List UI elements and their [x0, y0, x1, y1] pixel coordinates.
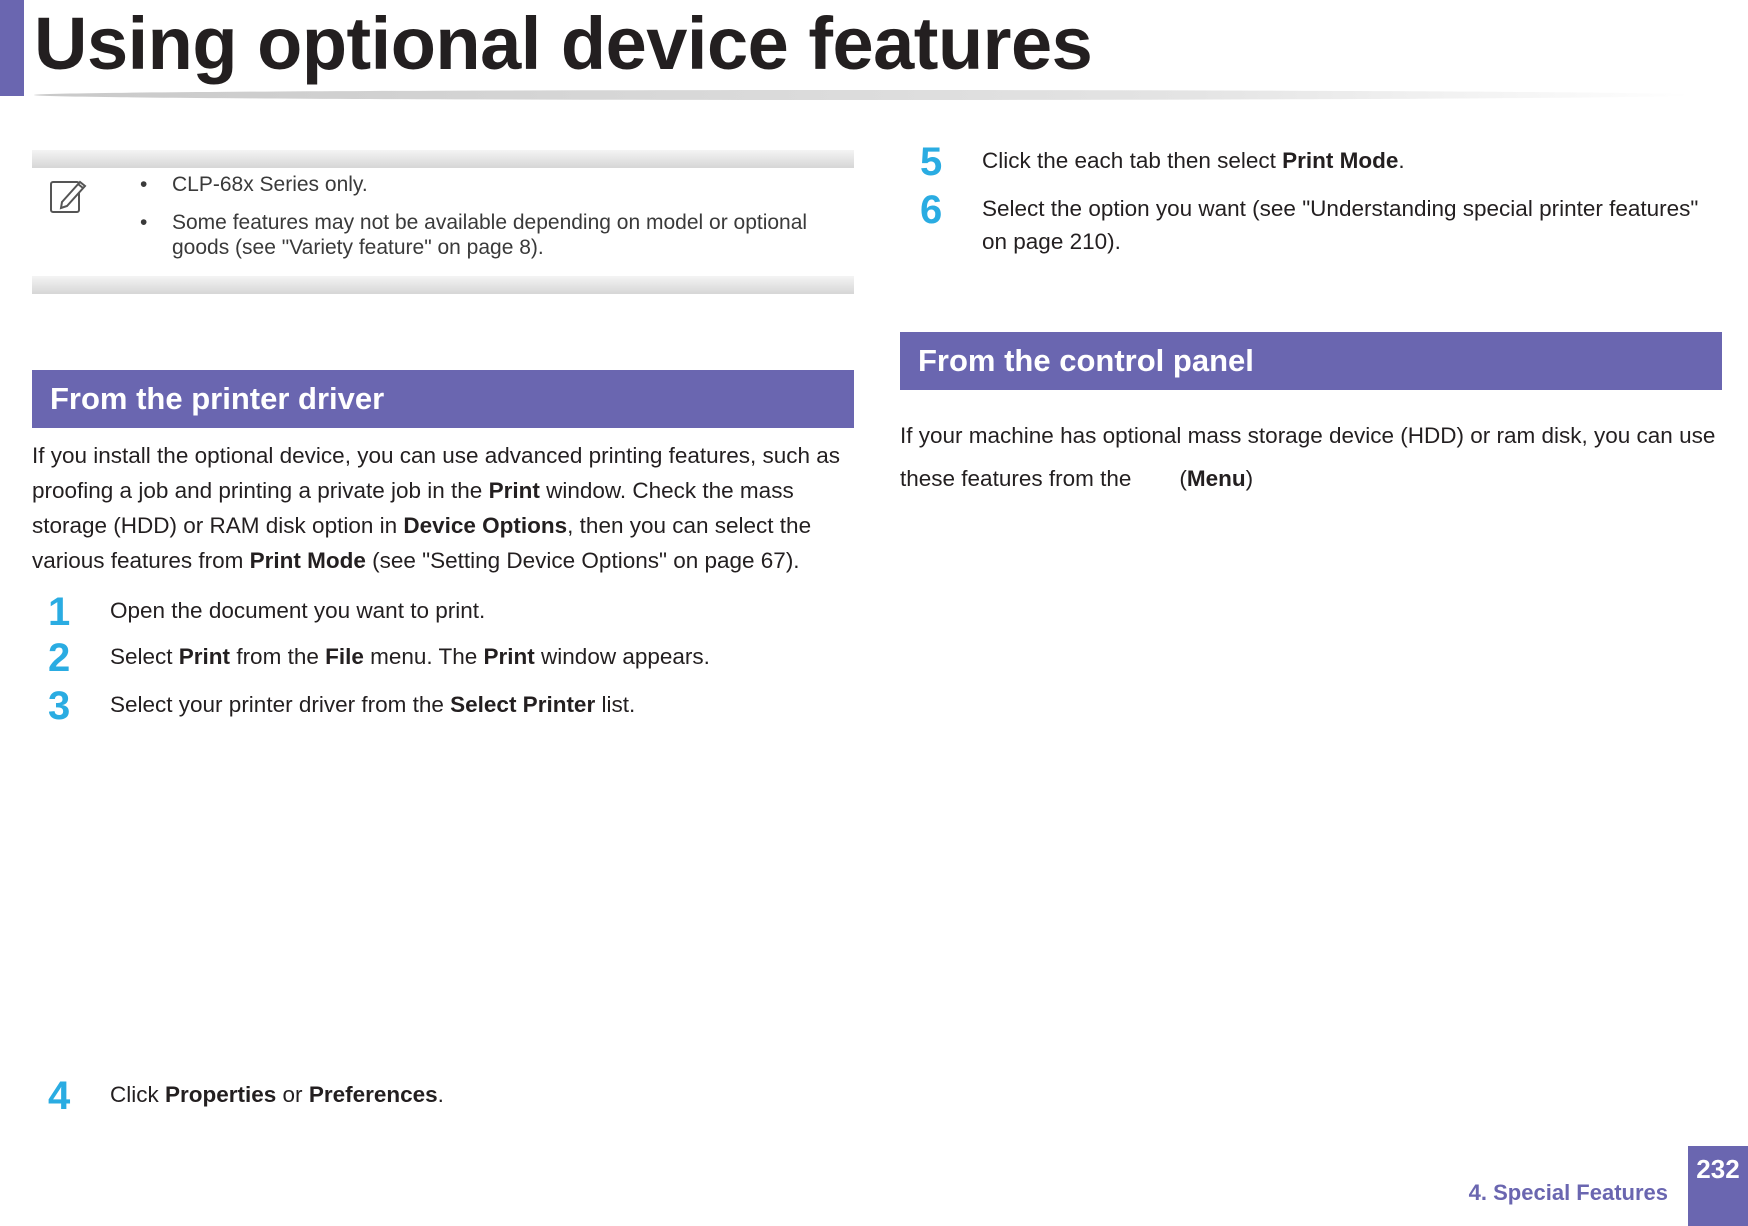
- step-bold: Properties: [165, 1082, 277, 1107]
- step-text: [982, 192, 1698, 258]
- control-panel-line: If your machine has optional mass storage device (HDD) or ram disk, you can use: [900, 423, 1716, 448]
- step-bold: File: [325, 644, 364, 669]
- step-text-part: .: [1398, 148, 1405, 173]
- intro-text: If you install the optional device, you can use advanced printing features, such as proofing a job and printing a private job in the: [32, 443, 841, 503]
- note-bottom-bar: [32, 276, 854, 294]
- step-text: [110, 1078, 444, 1111]
- control-panel-text-part: ): [1245, 466, 1254, 491]
- note-item: • CLP-68x Series only.: [122, 172, 852, 197]
- control-panel-text: [900, 418, 1730, 496]
- step-text-part: Open the document you want to print.: [110, 598, 486, 623]
- title-rule: [34, 90, 1694, 100]
- intro-bold-device-options: Device Options: [403, 513, 568, 538]
- step-bold: Preferences: [308, 1082, 438, 1107]
- step-text-part: Click the each tab then select: [982, 148, 1283, 173]
- title-accent-bar: [0, 0, 24, 96]
- control-panel-bold-menu: Menu: [1186, 466, 1246, 491]
- page-title: Using optional device features: [34, 2, 1093, 85]
- step-number: 4: [48, 1074, 71, 1118]
- step-text-part: Select: [110, 644, 179, 669]
- section-heading-printer-driver: From the printer driver: [32, 370, 854, 428]
- intro-bold-print: Print: [488, 478, 540, 503]
- footer-chapter-label: 4. Special Features: [1468, 1180, 1668, 1205]
- step-text-part: menu. The: [363, 644, 484, 669]
- step-text-line: on page 210).: [982, 229, 1121, 254]
- intro-bold-print-mode: Print Mode: [249, 548, 366, 573]
- step-text-part: window appears.: [534, 644, 710, 669]
- step-text-line: Select the option you want (see "Understanding special printer features": [982, 196, 1699, 221]
- intro-text: , then you can select the various features from: [32, 513, 812, 573]
- step-text-part: .: [437, 1082, 444, 1107]
- note-list: [122, 172, 852, 273]
- printer-driver-intro: [32, 438, 854, 578]
- step-number: 3: [48, 684, 71, 728]
- step-text-part: or: [276, 1082, 309, 1107]
- control-panel-text-part: these features from the: [900, 466, 1132, 491]
- page-number: 232: [1688, 1146, 1748, 1226]
- control-panel-line: [900, 461, 1730, 496]
- step-text: [982, 144, 1405, 177]
- step-bold: Print: [483, 644, 535, 669]
- step-number: 6: [920, 188, 943, 232]
- step-text: [110, 688, 635, 721]
- control-panel-text-part: (: [1179, 466, 1187, 491]
- note-box: [32, 150, 854, 294]
- section-heading-control-panel: From the control panel: [900, 332, 1722, 390]
- note-top-bar: [32, 150, 854, 168]
- note-item: • Some features may not be available depending on model or optional goods (see "Variety feature" on page 8).: [122, 210, 852, 260]
- step-bold: Print Mode: [1282, 148, 1399, 173]
- step-text-part: Click: [110, 1082, 165, 1107]
- step-number: 2: [48, 636, 71, 680]
- note-pencil-icon: [48, 176, 88, 216]
- step-bold: Select Printer: [450, 692, 596, 717]
- step-number: 1: [48, 590, 71, 634]
- step-text-part: from the: [230, 644, 326, 669]
- step-bold: Print: [178, 644, 231, 669]
- step-text: [110, 594, 485, 627]
- intro-text: window. Check the mass storage (HDD) or RAM disk option in: [32, 478, 794, 538]
- step-text-part: list.: [595, 692, 636, 717]
- step-text-part: Select your printer driver from the: [110, 692, 451, 717]
- step-number: 5: [920, 140, 943, 184]
- step-text: [110, 640, 710, 673]
- intro-text: (see "Setting Device Options" on page 67).: [365, 548, 800, 573]
